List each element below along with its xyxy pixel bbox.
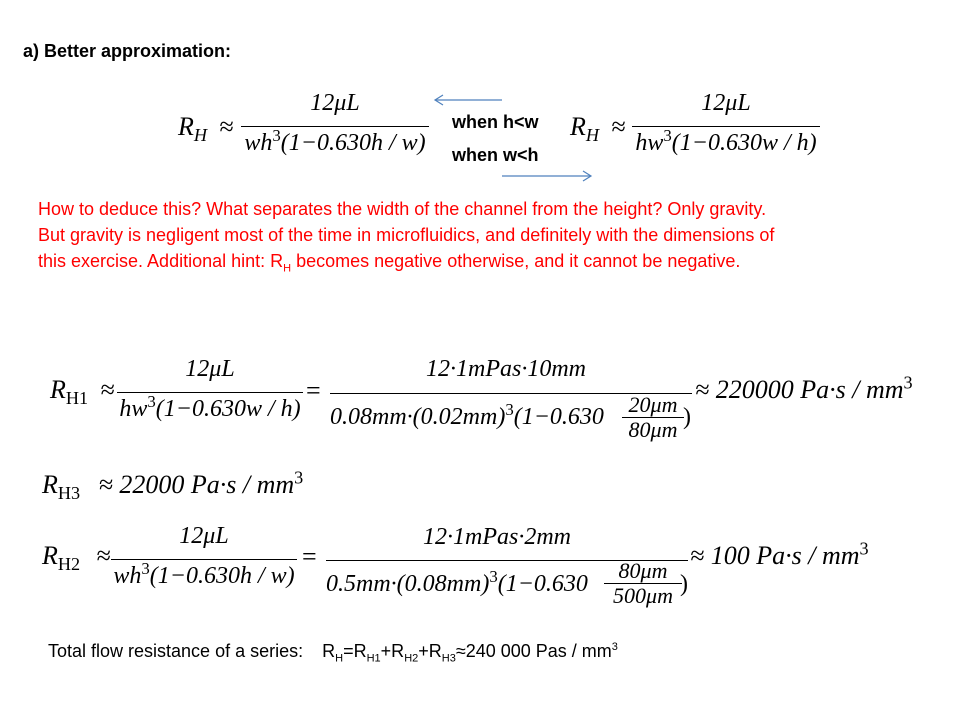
rh2-inner-numerator: 80μm: [618, 558, 668, 583]
rh1-close-paren: ): [683, 404, 691, 430]
formula-right-lhs: $R_H$: [570, 112, 600, 146]
formula-left-numerator: 12μL: [310, 90, 360, 116]
fraction-bar: [117, 392, 303, 393]
hint-line-1: How to deduce this? What separates the width of the channel from the height? Only gravity.: [38, 199, 767, 219]
formula-left-denominator: $wh^3(1-0.630h / w)$: [244, 126, 426, 156]
rh2-equals: =: [302, 542, 317, 571]
rh3-equation: $R_{H3} \approx 22000$ $Pa\cdot s / mm^3$: [42, 467, 304, 504]
rh2-lhs: $R_{H2}$ ≈: [42, 541, 111, 575]
rh2-close-paren: ): [680, 571, 688, 597]
rh1-lhs: $R_{H1}$ ≈: [50, 375, 115, 409]
rh1-denominator-1: $hw^3(1-0.630w / h)$: [119, 392, 301, 422]
hint-note: [38, 196, 960, 274]
arrow-left-icon: [430, 92, 505, 108]
rh1-inner-numerator: 20μm: [628, 392, 678, 417]
rh1-equals: =: [306, 376, 321, 405]
hint-line-2: But gravity is negligent most of the time in microfluidics, and definitely with the dimensions of: [38, 225, 775, 245]
rh1-denominator-2: $0.08mm\cdot(0.02mm)^3(1-0.630$: [330, 400, 604, 430]
formula-left-fraction: [241, 90, 429, 160]
rh2-fraction-1: [111, 523, 297, 593]
total-resistance: [48, 641, 618, 665]
fraction-bar: [632, 126, 820, 127]
arrow-right-icon: [500, 168, 595, 184]
rh2-result: ≈ 100 $Pa\cdot s / mm^3$: [690, 538, 869, 570]
condition-h-less-w: when h<w: [452, 112, 539, 132]
formula-left-lhs: $R_H$: [178, 112, 208, 146]
rh1-result: ≈ 220000 $Pa\cdot s / mm^3$: [695, 372, 913, 404]
total-label: Total flow resistance of a series:: [48, 641, 304, 661]
rh1-inner-denominator: 80μm: [628, 417, 678, 442]
fraction-bar: [241, 126, 429, 127]
total-formula: $R_H=R_{H1}+R_{H2}+R_{H3}\approx 240$ 000 Pas / $mm^3$: [322, 641, 618, 665]
rh1-inner-fraction: [622, 392, 684, 442]
hint-line-3: this exercise. Additional hint: $R_H$ becomes negative otherwise, and it cannot be negative.: [38, 251, 741, 275]
condition-w-less-h: when w<h: [452, 145, 539, 165]
rh2-numerator-1: 12μL: [179, 523, 229, 549]
rh1-numerator-1: 12μL: [185, 356, 235, 382]
formula-right: $R_H$ ≈: [570, 112, 626, 146]
formula-right-denominator: $hw^3(1-0.630w / h)$: [635, 126, 817, 156]
formula-right-fraction: [632, 90, 820, 160]
rh1-fraction-1: [117, 356, 303, 426]
rh2-inner-denominator: 500μm: [613, 583, 673, 608]
formula-right-numerator: 12μL: [701, 90, 751, 116]
fraction-bar: [111, 559, 297, 560]
rh2-denominator-1: $wh^3(1-0.630h / w)$: [113, 559, 295, 589]
formula-left: $R_H$ ≈: [178, 112, 234, 146]
rh2-numerator-2: 12·1mPas·2mm: [423, 524, 571, 550]
rh2-denominator-2: $0.5mm\cdot(0.08mm)^3(1-0.630$: [326, 567, 588, 597]
section-heading: a) Better approximation:: [23, 41, 232, 61]
rh2-inner-fraction: [604, 558, 682, 610]
rh1-numerator-2: 12·1mPas·10mm: [426, 356, 586, 382]
